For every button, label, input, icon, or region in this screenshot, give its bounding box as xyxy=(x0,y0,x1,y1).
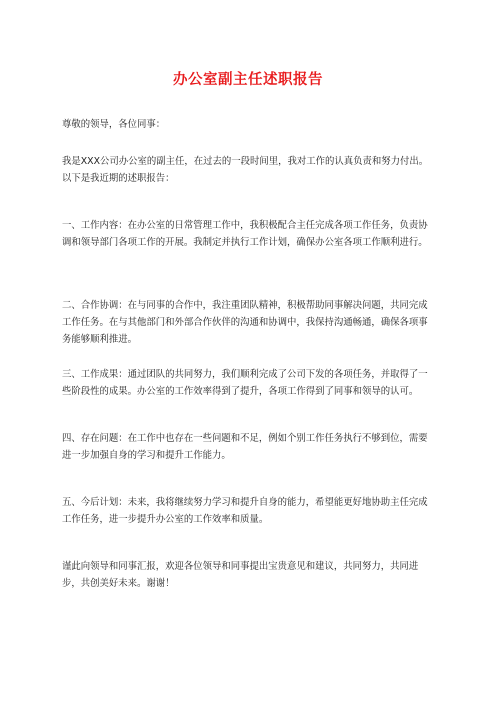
intro-paragraph: 我是XXX公司办公室的副主任，在过去的一段时间里，我对工作的认真负责和努力付出。以下是我近期的述职报告： xyxy=(62,156,429,184)
salutation-paragraph: 尊敬的领导，各位同事： xyxy=(62,119,166,130)
results-paragraph: 三、工作成果：通过团队的共同努力，我们顺利完成了公司下发的各项任务，并取得了一些阶段性的成果。办公室的工作效率得到了提升，各项工作得到了同事和领导的认可。 xyxy=(62,369,428,397)
work-content-paragraph: 一、工作内容：在办公室的日常管理工作中，我积极配合主任完成各项工作任务，负责协调和领导部门各项工作的开展。我制定并执行工作计划，确保办公室各项工作顺利进行。 xyxy=(62,220,428,248)
cooperation-paragraph: 二、合作协调：在与同事的合作中，我注重团队精神，积极帮助同事解决问题，共同完成工作任务。在与其他部门和外部合作伙伴的沟通和协调中，我保持沟通畅通，确保各项事务能够顺利推进。 xyxy=(62,300,428,345)
closing-paragraph: 谨此向领导和同事汇报，欢迎各位领导和同事提出宝贵意见和建议，共同努力，共同进步，共创美好未来。谢谢！ xyxy=(62,561,419,589)
document-title: 办公室副主任述职报告 xyxy=(173,72,323,88)
future-plan-paragraph: 五、今后计划：未来，我将继续努力学习和提升自身的能力，希望能更好地协助主任完成工作任务，进一步提升办公室的工作效率和质量。 xyxy=(62,497,428,525)
problems-paragraph: 四、存在问题：在工作中也存在一些问题和不足，例如个别工作任务执行不够到位，需要进一步加强自身的学习和提升工作能力。 xyxy=(62,433,428,461)
